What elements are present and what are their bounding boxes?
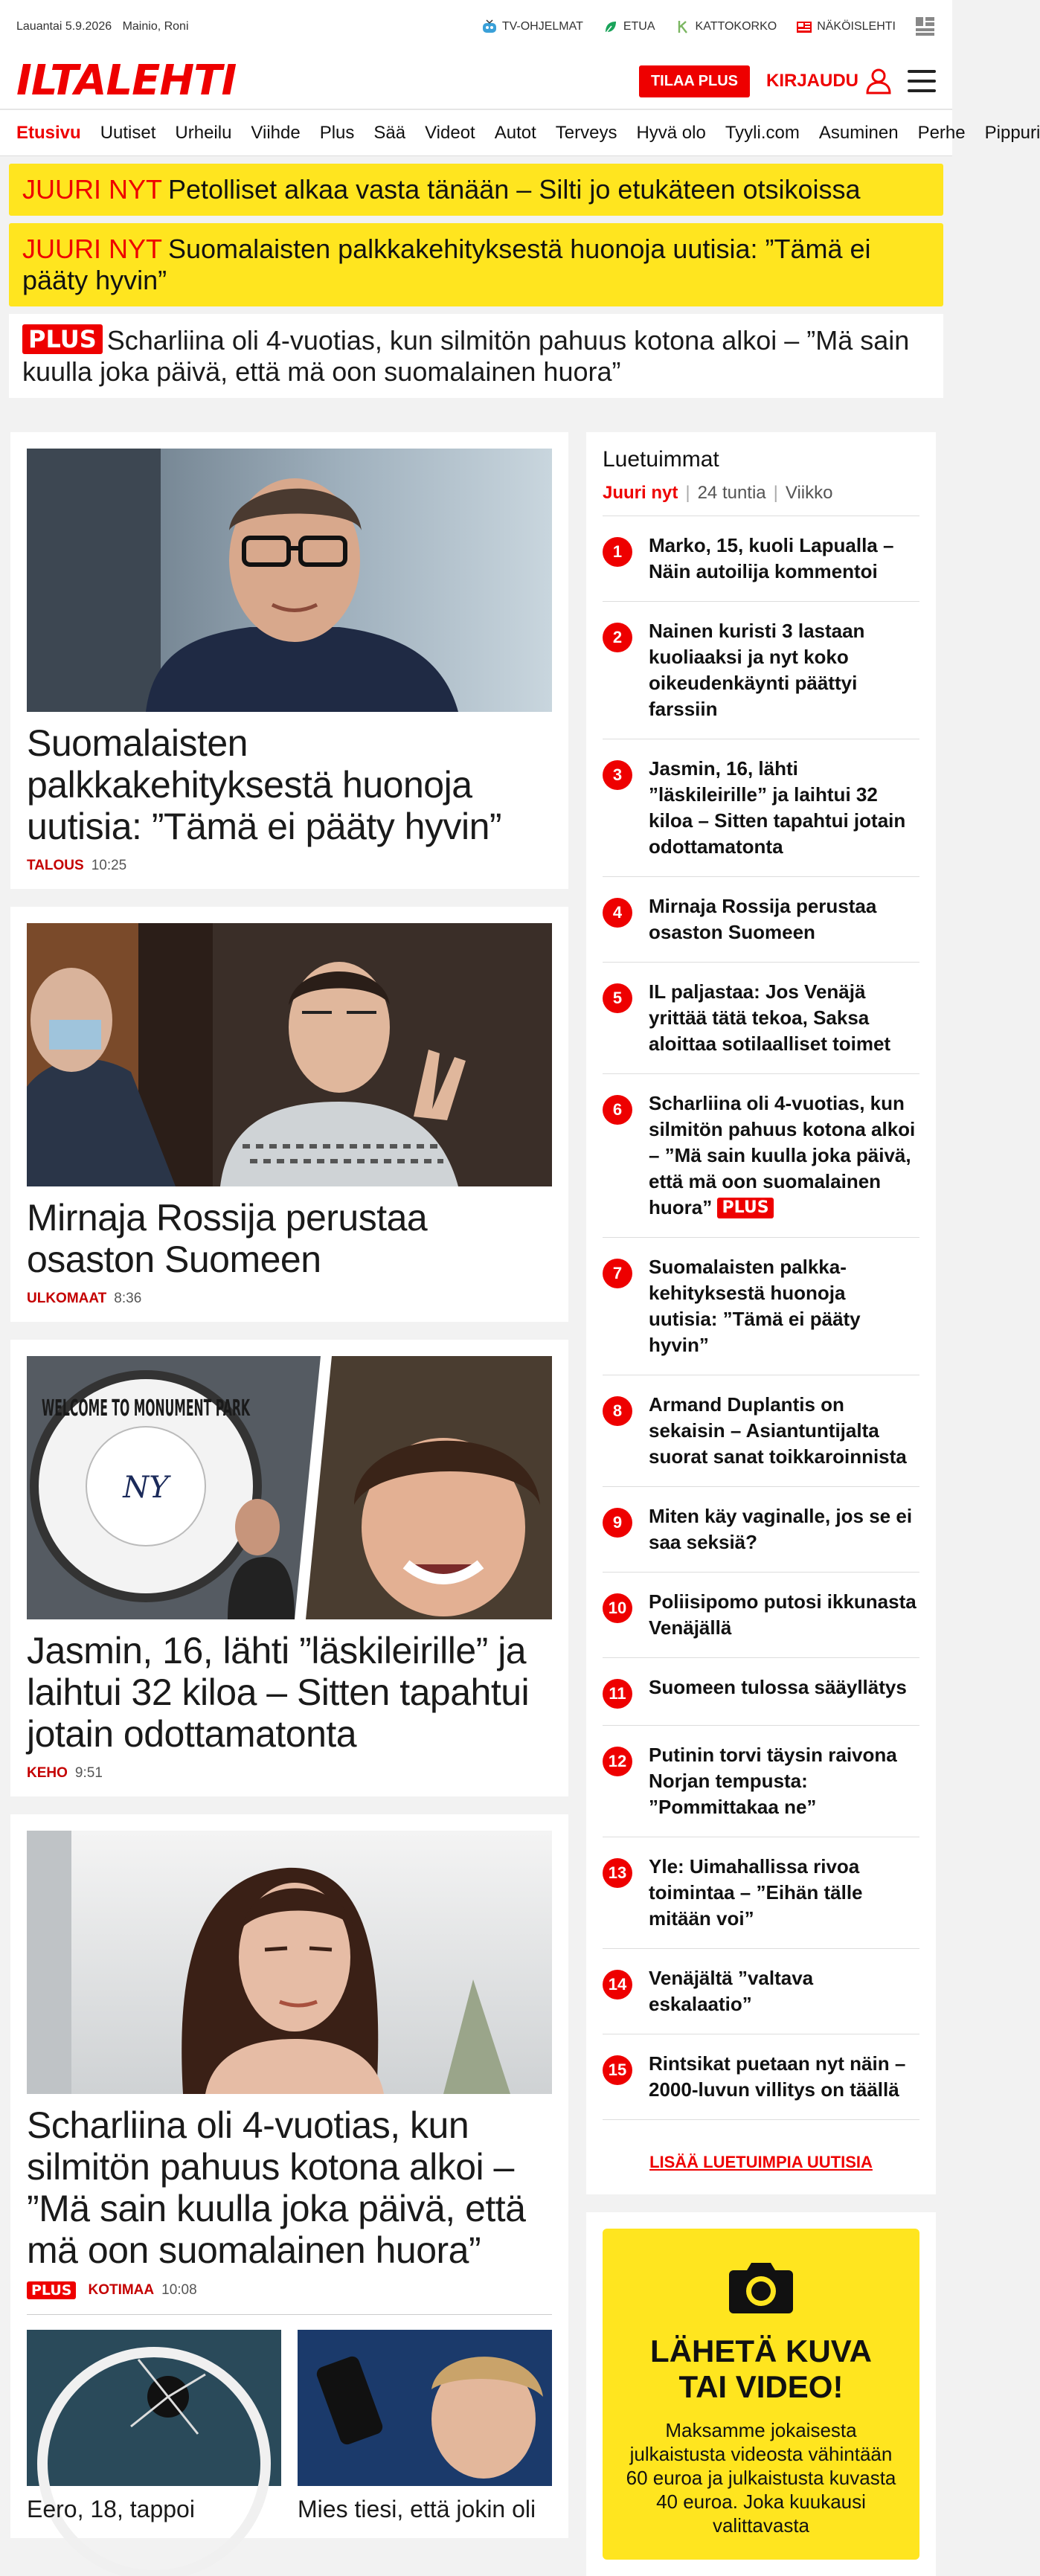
article-title[interactable]: Mirnaja Rossija perustaa osaston Suomeen [27, 1197, 428, 1280]
list-item[interactable] [603, 1726, 919, 1837]
list-item-title[interactable]: Suomalaisten palkkakehityksestä huonoja uutisia: ”Tämä ei pääty hyvin” [649, 1256, 861, 1356]
send-photo-text: Maksamme jokaisesta julkaistusta videosta vähintään 60 euroa ja julkaistusta kuvasta 40 euroa. Joka kuukausi valittavasta [626, 2419, 896, 2537]
rank-number: 6 [603, 1095, 632, 1125]
sidebar [586, 432, 936, 2576]
list-item-title[interactable]: Marko, 15, kuoli Lapualla – Näin autoilija kommentoi [649, 534, 894, 582]
nav-item-etusivu[interactable]: Etusivu [16, 122, 81, 143]
article-card[interactable] [10, 432, 568, 889]
login-label: KIRJAUDU [765, 71, 858, 91]
nav-item-hyva-olo[interactable]: Hyvä olo [636, 122, 706, 143]
list-item-title[interactable]: Rintsikat puetaan nyt näin – 2000-luvun villitys on täällä [649, 2052, 906, 2101]
nav-item-plus[interactable]: Plus [319, 122, 355, 143]
list-item-title[interactable]: Nainen kuristi 3 lastaan kuoliaaksi ja nyt koko oikeudenkäynti päättyi farssiin [649, 620, 865, 720]
main-nav [0, 109, 1040, 156]
mini-image-phone [298, 2330, 552, 2486]
mini-article-title[interactable]: Eero, 18, tappoi [27, 2496, 195, 2522]
nav-item-perhe[interactable]: Perhe [917, 122, 966, 143]
article-time: 8:36 [114, 1291, 142, 1306]
nav-item-urheilu[interactable]: Urheilu [175, 122, 232, 143]
list-item[interactable] [603, 1573, 919, 1658]
breaking-label: JUURI NYT [22, 174, 162, 205]
plus-badge: PLUS [717, 1198, 773, 1218]
list-item-text: Scharliina oli 4-vuotias, kun silmitön pahuus kotona alkoi – ”Mä sain kuulla joka päivä, että mä oon suomalainen huora” [649, 1092, 916, 1218]
mini-article-title[interactable]: Mies tiesi, että jokin oli [298, 2496, 536, 2522]
site-header [0, 54, 952, 109]
rank-number: 1 [603, 537, 632, 567]
rank-number: 14 [603, 1970, 632, 2000]
rank-number: 3 [603, 760, 632, 790]
article-time: 10:08 [161, 2282, 197, 2298]
login-button[interactable] [766, 68, 891, 94]
list-item[interactable] [603, 1837, 919, 1949]
mini-article[interactable] [298, 2330, 552, 2523]
list-item[interactable] [603, 2034, 919, 2120]
nav-item-terveys[interactable]: Terveys [555, 122, 617, 143]
list-item-title[interactable]: Jasmin, 16, lähti ”läskileirille” ja laihtui 32 kiloa – Sitten tapahtui jotain odottamatonta [649, 757, 906, 858]
list-item-title[interactable]: Putinin torvi täysin raivona Norjan tempusta: ”Pommittakaa ne” [649, 1744, 897, 1818]
svg-text:NY: NY [123, 1471, 169, 1505]
list-item[interactable] [603, 877, 919, 963]
article-title[interactable]: Suomalaisten palkkakehityksestä huonoja uutisia: ”Tämä ei pääty hyvin” [27, 722, 502, 847]
naköislehti-label: NÄKÖISLEHTI [817, 20, 896, 33]
article-category[interactable]: TALOUS [27, 858, 84, 873]
breaking-label: JUURI NYT [22, 234, 162, 264]
k-icon [675, 19, 691, 35]
date-weather [16, 20, 196, 33]
list-item[interactable] [603, 1487, 919, 1573]
list-item[interactable] [603, 1238, 919, 1375]
list-item-title[interactable]: IL paljastaa: Jos Venäjä yrittää tätä tekoa, Saksa aloittaa sotilaalliset toimet [649, 980, 891, 1055]
nav-item-tyyli[interactable]: Tyyli.com [725, 122, 800, 143]
plus-headline-text: Scharliina oli 4-vuotias, kun silmitön pahuus kotona alkoi – ”Mä sain kuulla joka päivä, että mä oon suomalainen huora” [22, 325, 910, 387]
mini-article[interactable] [27, 2330, 281, 2523]
tv-programs-link[interactable] [481, 19, 583, 35]
article-card[interactable] [10, 1340, 568, 1796]
article-image-collage [27, 1356, 552, 1619]
etua-link[interactable] [603, 19, 655, 35]
more-most-read-link[interactable]: LISÄÄ LUETUIMPIA UUTISIA [649, 2153, 873, 2171]
list-item-title[interactable]: Mirnaja Rossija perustaa osaston Suomeen [649, 895, 877, 943]
list-item[interactable] [603, 1658, 919, 1726]
list-item-title[interactable]: Venäjältä ”valtava eskalaatio” [649, 1967, 814, 2015]
subscribe-plus-button[interactable]: TILAA PLUS [639, 65, 750, 97]
naköislehti-link[interactable] [796, 19, 896, 35]
rank-number: 2 [603, 623, 632, 652]
mini-image-glass [27, 2330, 281, 2486]
list-item[interactable] [603, 516, 919, 602]
hamburger-menu-icon[interactable] [908, 70, 936, 92]
article-title[interactable]: Jasmin, 16, lähti ”läskileirille” ja laihtui 32 kiloa – Sitten tapahtui jotain odottamatonta [27, 1630, 530, 1755]
breaking-text: Suomalaisten palkkakehityksestä huonoja uutisia: ”Tämä ei pääty hyvin” [22, 234, 871, 295]
rank-number: 11 [603, 1679, 632, 1709]
list-item-title[interactable] [649, 1091, 919, 1221]
breaking-ticker-2[interactable] [9, 223, 943, 306]
top-bar [0, 0, 952, 54]
article-category[interactable]: KEHO [27, 1765, 68, 1781]
plus-headline[interactable] [9, 314, 943, 398]
nav-item-saa[interactable]: Sää [373, 122, 406, 143]
tab-juuri-nyt[interactable]: Juuri nyt [603, 483, 678, 503]
article-title[interactable]: Scharliina oli 4-vuotias, kun silmitön pahuus kotona alkoi – ”Mä sain kuulla joka päivä, että mä oon suomalainen huora” [27, 2104, 526, 2271]
send-photo-box[interactable] [586, 2212, 936, 2576]
rank-number: 9 [603, 1508, 632, 1538]
list-item[interactable] [603, 739, 919, 877]
article-time: 9:51 [74, 1765, 103, 1781]
date-text: Lauantai 5.9.2026 [16, 20, 112, 33]
list-item-title[interactable]: Miten käy vaginalle, jos se ei saa seksiä? [649, 1505, 913, 1553]
most-read-tabs: Juuri nyt | 24 tuntia | Viikko [603, 483, 919, 516]
nav-item-videot[interactable]: Videot [425, 122, 475, 143]
top-links [481, 16, 936, 37]
article-column [10, 432, 568, 2556]
nav-item-uutiset[interactable]: Uutiset [100, 122, 156, 143]
article-image-court [27, 923, 552, 1186]
iltalehti-logo[interactable]: ILTALEHTI [16, 57, 237, 105]
kattokorko-label: KATTOKORKO [695, 20, 777, 33]
article-category[interactable]: KOTIMAA [88, 2282, 155, 2298]
rank-number: 5 [603, 983, 632, 1013]
most-read-panel [586, 432, 936, 2194]
rank-number: 8 [603, 1396, 632, 1426]
list-item[interactable] [603, 1375, 919, 1487]
tv-programs-label: TV-OHJELMAT [501, 20, 583, 33]
nav-item-asuminen[interactable]: Asuminen [818, 122, 899, 143]
list-item-title[interactable]: Suomeen tulossa sääyllätys [649, 1676, 907, 1698]
rank-number: 10 [603, 1593, 632, 1623]
rank-number: 7 [603, 1259, 632, 1288]
nav-item-pippuri[interactable]: Pippuri [984, 122, 1040, 143]
plus-badge: PLUS [22, 324, 103, 354]
send-photo-title: LÄHETÄ KUVA TAI VIDEO! [650, 2334, 872, 2404]
most-read-list [603, 516, 919, 2120]
article-category[interactable]: ULKOMAAT [27, 1291, 107, 1306]
most-read-title: Luetuimmat [603, 447, 719, 472]
nav-item-viihde[interactable]: Viihde [251, 122, 301, 143]
article-image-man-glasses [27, 449, 552, 712]
rank-number: 12 [603, 1747, 632, 1776]
leaf-icon [603, 19, 619, 35]
nav-item-autot[interactable]: Autot [494, 122, 536, 143]
tab-24-tuntia[interactable]: 24 tuntia [697, 483, 766, 503]
article-image-woman [27, 1831, 552, 2094]
breaking-ticker-1[interactable] [9, 164, 943, 216]
breaking-text: Petolliset alkaa vasta tänään – Silti jo etukäteen otsikoissa [168, 174, 861, 205]
image-text: WELCOME TO MONUMENT PARK [42, 1395, 251, 1422]
list-item[interactable] [603, 602, 919, 739]
rank-number: 4 [603, 898, 632, 928]
al-logo-icon[interactable] [915, 16, 936, 37]
etua-label: ETUA [623, 20, 655, 33]
list-item[interactable] [603, 963, 919, 1074]
list-item-title[interactable]: Yle: Uimahallissa rivoa toimintaa – ”Eihän tälle mitään voi” [649, 1855, 863, 1930]
list-item-title[interactable]: Armand Duplantis on sekaisin – Asiantuntijalta suorat sanat toikkaroinnista [649, 1393, 907, 1468]
kattokorko-link[interactable] [675, 19, 777, 35]
newspaper-icon [796, 19, 812, 35]
list-item[interactable] [603, 1074, 919, 1238]
rank-number: 15 [603, 2055, 632, 2085]
rank-number: 13 [603, 1858, 632, 1888]
user-icon [866, 68, 891, 94]
article-card[interactable] [10, 1814, 568, 2538]
plus-badge: PLUS [27, 2281, 76, 2299]
list-item[interactable] [603, 1949, 919, 2034]
article-time: 10:25 [91, 858, 127, 873]
tab-viikko[interactable]: Viikko [785, 483, 833, 503]
weather-text: Mainio, Roni [122, 20, 189, 33]
tv-icon [481, 19, 498, 35]
article-card[interactable] [10, 907, 568, 1322]
list-item-title[interactable]: Poliisipomo putosi ikkunasta Venäjällä [649, 1590, 917, 1639]
camera-icon [728, 2258, 795, 2315]
